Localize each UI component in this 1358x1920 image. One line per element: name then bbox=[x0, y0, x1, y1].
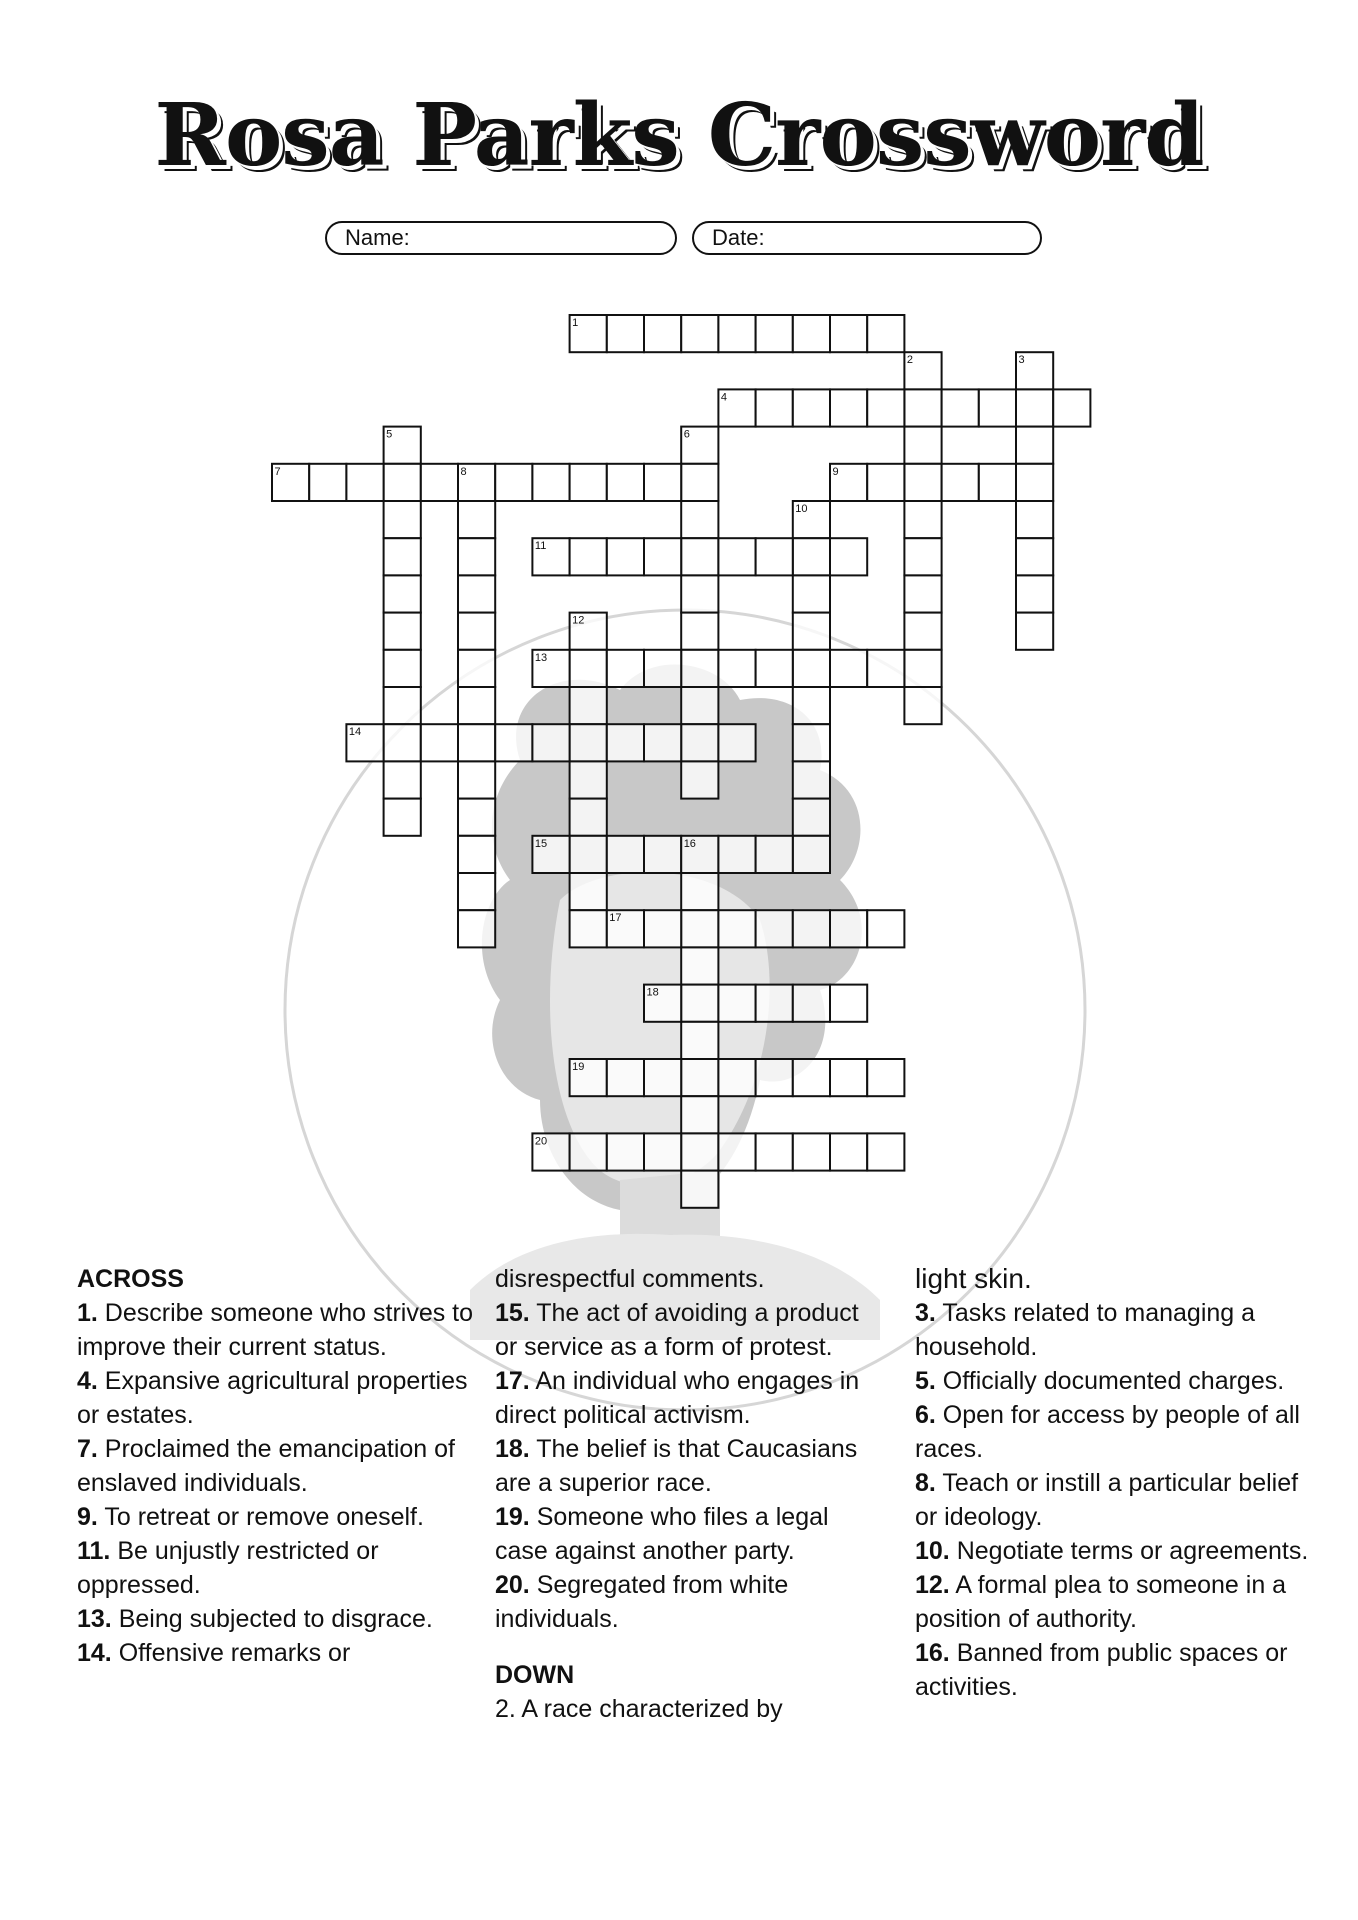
crossword-cell[interactable] bbox=[644, 836, 681, 873]
crossword-cell[interactable] bbox=[384, 761, 421, 798]
crossword-cell[interactable] bbox=[830, 910, 867, 947]
crossword-cell[interactable] bbox=[384, 538, 421, 575]
clue-number: 15. bbox=[495, 1299, 530, 1327]
crossword-cell[interactable] bbox=[570, 650, 607, 687]
crossword-cell[interactable] bbox=[570, 799, 607, 836]
crossword-cell[interactable] bbox=[607, 650, 644, 687]
clue-down-12 bbox=[915, 1568, 1325, 1636]
clue-number-label: 20 bbox=[534, 1135, 548, 1148]
crossword-cell[interactable] bbox=[979, 389, 1016, 426]
crossword-cell[interactable] bbox=[607, 724, 644, 761]
crossword-cell[interactable] bbox=[942, 464, 979, 501]
clue-text: Tasks related to managing a household. bbox=[915, 1299, 1256, 1361]
crossword-cell[interactable] bbox=[384, 724, 421, 761]
clue-across-1 bbox=[77, 1296, 477, 1364]
crossword-cell[interactable] bbox=[458, 724, 495, 761]
clue-number: 14. bbox=[77, 1639, 112, 1667]
clue-text: Someone who files a legal case against another party. bbox=[495, 1503, 829, 1565]
clue-number-label: 1 bbox=[572, 317, 579, 329]
clue-number: 19. bbox=[495, 1503, 530, 1531]
clue-number: 4. bbox=[77, 1367, 98, 1395]
crossword-cell[interactable] bbox=[904, 687, 941, 724]
clue-text: Being subjected to disgrace. bbox=[111, 1605, 433, 1633]
crossword-cell[interactable] bbox=[570, 1133, 607, 1170]
clue-text: Offensive remarks or bbox=[111, 1639, 351, 1667]
crossword-cell[interactable] bbox=[830, 389, 867, 426]
clue-text: Describe someone who strives to improve their current status. bbox=[77, 1299, 474, 1361]
crossword-cell[interactable] bbox=[458, 836, 495, 873]
crossword-cell[interactable] bbox=[309, 464, 346, 501]
crossword-cell[interactable] bbox=[718, 836, 755, 873]
crossword-cell[interactable] bbox=[607, 1133, 644, 1170]
crossword-cell[interactable] bbox=[458, 538, 495, 575]
crossword-cell[interactable] bbox=[718, 1059, 755, 1096]
crossword-cell[interactable] bbox=[681, 687, 718, 724]
clue-text: An individual who engages in direct political activism. bbox=[495, 1367, 860, 1429]
crossword-cell[interactable] bbox=[793, 1059, 830, 1096]
crossword-cell[interactable] bbox=[681, 650, 718, 687]
clue-number-label: 16 bbox=[683, 837, 696, 850]
crossword-cell[interactable] bbox=[384, 575, 421, 612]
clue-number: 1. bbox=[77, 1299, 98, 1327]
clue-number-label: 5 bbox=[386, 428, 393, 441]
crossword-cell[interactable] bbox=[570, 724, 607, 761]
crossword-cell[interactable] bbox=[384, 501, 421, 538]
crossword-cell[interactable] bbox=[458, 687, 495, 724]
across-clue-list-cont bbox=[495, 1296, 880, 1636]
clue-down-8 bbox=[915, 1466, 1325, 1534]
crossword-cell[interactable] bbox=[644, 315, 681, 352]
crossword-cell[interactable] bbox=[756, 1133, 793, 1170]
crossword-cell[interactable] bbox=[867, 650, 904, 687]
crossword-cell[interactable] bbox=[904, 501, 941, 538]
crossword-cell[interactable] bbox=[570, 538, 607, 575]
crossword-cell[interactable] bbox=[681, 613, 718, 650]
crossword-cell[interactable] bbox=[1016, 389, 1053, 426]
crossword-cell[interactable] bbox=[681, 575, 718, 612]
clue-number: 7. bbox=[77, 1435, 98, 1463]
crossword-cell[interactable] bbox=[830, 1133, 867, 1170]
clue-text: To retreat or remove oneself. bbox=[97, 1503, 424, 1531]
clue-across-17 bbox=[495, 1364, 880, 1432]
clue-number-label: 13 bbox=[534, 651, 548, 664]
crossword-cell[interactable] bbox=[532, 464, 569, 501]
clue-continuation: disrespectful comments. bbox=[495, 1265, 765, 1293]
crossword-cell[interactable] bbox=[756, 985, 793, 1022]
clue-text: Teach or instill a particular belief or ideology. bbox=[915, 1469, 1299, 1531]
crossword-cell[interactable] bbox=[1016, 575, 1053, 612]
crossword-cell[interactable] bbox=[532, 724, 569, 761]
down-clue-list bbox=[915, 1296, 1325, 1704]
crossword-cell[interactable] bbox=[756, 836, 793, 873]
crossword-cell[interactable] bbox=[793, 650, 830, 687]
down-clue-2: 2. A race characterized by bbox=[495, 1695, 783, 1723]
clue-across-9 bbox=[77, 1500, 477, 1534]
clue-number-label: 4 bbox=[720, 391, 728, 404]
clue-across-15 bbox=[495, 1296, 880, 1364]
clue-across-19 bbox=[495, 1500, 880, 1568]
page-title: Rosa Parks Crossword bbox=[154, 85, 1204, 186]
crossword-cell[interactable] bbox=[495, 464, 532, 501]
across-heading: ACROSS bbox=[77, 1265, 184, 1293]
clue-text: Segregated from white individuals. bbox=[495, 1571, 789, 1633]
clue-number: 12. bbox=[915, 1571, 950, 1599]
clue-number-label: 7 bbox=[274, 465, 281, 478]
clue-text: The belief is that Caucasians are a superior race. bbox=[495, 1435, 858, 1497]
clue-number-label: 3 bbox=[1018, 354, 1025, 367]
clue-number-label: 19 bbox=[572, 1061, 585, 1073]
clues-column-2 bbox=[495, 1262, 880, 1726]
crossword-cell[interactable] bbox=[793, 687, 830, 724]
crossword-cell[interactable] bbox=[904, 464, 941, 501]
clue-number: 6. bbox=[915, 1401, 936, 1429]
clue-text: Open for access by people of all races. bbox=[915, 1401, 1300, 1463]
clue-number-label: 8 bbox=[460, 465, 467, 478]
crossword-cell[interactable] bbox=[867, 315, 904, 352]
clue-down-6 bbox=[915, 1398, 1325, 1466]
clue-number-label: 15 bbox=[534, 837, 548, 850]
crossword-cell[interactable] bbox=[793, 538, 830, 575]
crossword-cell[interactable] bbox=[644, 1059, 681, 1096]
crossword-cell[interactable] bbox=[718, 315, 755, 352]
crossword-cell[interactable] bbox=[830, 315, 867, 352]
crossword-cell[interactable] bbox=[458, 613, 495, 650]
crossword-cell[interactable] bbox=[904, 613, 941, 650]
crossword-cell[interactable] bbox=[681, 315, 718, 352]
crossword-cell[interactable] bbox=[718, 650, 755, 687]
crossword-cell[interactable] bbox=[384, 650, 421, 687]
crossword-cell[interactable] bbox=[644, 464, 681, 501]
clue-across-14 bbox=[77, 1636, 477, 1670]
crossword-cell[interactable] bbox=[867, 464, 904, 501]
crossword-cell[interactable] bbox=[904, 427, 941, 464]
clue-down-3 bbox=[915, 1296, 1325, 1364]
crossword-cell[interactable] bbox=[867, 1133, 904, 1170]
clue-number: 16. bbox=[915, 1639, 950, 1667]
clue-across-11 bbox=[77, 1534, 477, 1602]
crossword-cell[interactable] bbox=[570, 836, 607, 873]
crossword-cell[interactable] bbox=[793, 613, 830, 650]
crossword-cell[interactable] bbox=[830, 985, 867, 1022]
crossword-cell[interactable] bbox=[1016, 613, 1053, 650]
clue-text: Be unjustly restricted or oppressed. bbox=[77, 1537, 379, 1599]
crossword-cell[interactable] bbox=[756, 538, 793, 575]
crossword-cell[interactable] bbox=[793, 724, 830, 761]
crossword-cell[interactable] bbox=[458, 910, 495, 947]
clue-text: A formal plea to someone in a position of authority. bbox=[915, 1571, 1287, 1633]
crossword-cell[interactable] bbox=[830, 538, 867, 575]
crossword-cell[interactable] bbox=[681, 1059, 718, 1096]
clue-number-label: 9 bbox=[832, 465, 839, 478]
clue-number-label: 12 bbox=[572, 614, 585, 627]
clue-across-7 bbox=[77, 1432, 477, 1500]
crossword-cell[interactable] bbox=[718, 1133, 755, 1170]
crossword-cell[interactable] bbox=[458, 650, 495, 687]
crossword-cell[interactable] bbox=[1016, 464, 1053, 501]
clue-number: 5. bbox=[915, 1367, 936, 1395]
crossword-cell[interactable] bbox=[681, 1096, 718, 1133]
clue-number: 18. bbox=[495, 1435, 530, 1463]
crossword-cell[interactable] bbox=[681, 947, 718, 984]
crossword-cell[interactable] bbox=[384, 464, 421, 501]
crossword-cell[interactable] bbox=[793, 1133, 830, 1170]
crossword-cell[interactable] bbox=[644, 1133, 681, 1170]
clue-down-16 bbox=[915, 1636, 1325, 1704]
clue-across-20 bbox=[495, 1568, 880, 1636]
crossword-cell[interactable] bbox=[570, 910, 607, 947]
crossword-cell[interactable] bbox=[681, 501, 718, 538]
crossword-cell[interactable] bbox=[793, 985, 830, 1022]
crossword-cell[interactable] bbox=[607, 315, 644, 352]
crossword-cell[interactable] bbox=[346, 464, 383, 501]
crossword-cell[interactable] bbox=[793, 389, 830, 426]
crossword-cell[interactable] bbox=[830, 1059, 867, 1096]
crossword-cell[interactable] bbox=[718, 985, 755, 1022]
crossword-cell[interactable] bbox=[458, 501, 495, 538]
crossword-cell[interactable] bbox=[793, 575, 830, 612]
clue-number-label: 10 bbox=[795, 503, 808, 515]
name-field[interactable]: Name: bbox=[325, 221, 677, 255]
clue-number: 13. bbox=[77, 1605, 112, 1633]
crossword-cell[interactable] bbox=[830, 650, 867, 687]
clue-text: Banned from public spaces or activities. bbox=[915, 1639, 1288, 1701]
crossword-cell[interactable] bbox=[570, 873, 607, 910]
crossword-cell[interactable] bbox=[607, 538, 644, 575]
across-clue-list bbox=[77, 1296, 477, 1670]
crossword-cell[interactable] bbox=[904, 538, 941, 575]
crossword-cell[interactable] bbox=[867, 389, 904, 426]
clues-column-3 bbox=[915, 1262, 1325, 1704]
clue-across-4 bbox=[77, 1364, 477, 1432]
clue-number: 10. bbox=[915, 1537, 950, 1565]
crossword-cell[interactable] bbox=[756, 650, 793, 687]
clue-number-label: 17 bbox=[609, 912, 622, 925]
crossword-cell[interactable] bbox=[570, 687, 607, 724]
crossword-cell[interactable] bbox=[384, 613, 421, 650]
crossword-cell[interactable] bbox=[681, 724, 718, 761]
crossword-cell[interactable] bbox=[979, 464, 1016, 501]
crossword-cell[interactable] bbox=[607, 1059, 644, 1096]
crossword-cell[interactable] bbox=[384, 799, 421, 836]
crossword-cell[interactable] bbox=[644, 910, 681, 947]
clue-down-10 bbox=[915, 1534, 1325, 1568]
crossword-cell[interactable] bbox=[904, 575, 941, 612]
crossword-cell[interactable] bbox=[1053, 389, 1090, 426]
crossword-cell[interactable] bbox=[1016, 427, 1053, 464]
clue-number: 17. bbox=[495, 1367, 530, 1395]
crossword-cell[interactable] bbox=[718, 724, 755, 761]
crossword-cell[interactable] bbox=[756, 389, 793, 426]
crossword-cell[interactable] bbox=[904, 389, 941, 426]
crossword-cell[interactable] bbox=[904, 650, 941, 687]
clue-number: 9. bbox=[77, 1503, 98, 1531]
crossword-cell[interactable] bbox=[607, 464, 644, 501]
crossword-cell[interactable] bbox=[756, 1059, 793, 1096]
clue-text: Expansive agricultural properties or estates. bbox=[77, 1367, 468, 1429]
clue-across-18 bbox=[495, 1432, 880, 1500]
clue-text: Officially documented charges. bbox=[935, 1367, 1285, 1395]
crossword-cell[interactable] bbox=[756, 910, 793, 947]
crossword-cell[interactable] bbox=[644, 538, 681, 575]
crossword-cell[interactable] bbox=[681, 1171, 718, 1208]
crossword-cell[interactable] bbox=[495, 724, 532, 761]
clue-text: Proclaimed the emancipation of enslaved individuals. bbox=[77, 1435, 456, 1497]
crossword-cell[interactable] bbox=[867, 1059, 904, 1096]
crossword-cell[interactable] bbox=[681, 538, 718, 575]
clue-text: The act of avoiding a product or service as a form of protest. bbox=[495, 1299, 859, 1361]
clue-text: Negotiate terms or agreements. bbox=[949, 1537, 1309, 1565]
crossword-cell[interactable] bbox=[718, 910, 755, 947]
crossword-cell[interactable] bbox=[570, 761, 607, 798]
crossword-cell[interactable] bbox=[942, 389, 979, 426]
clue-number-label: 14 bbox=[348, 726, 362, 739]
crossword-cell[interactable] bbox=[793, 836, 830, 873]
crossword-cell[interactable] bbox=[458, 761, 495, 798]
clue-down-5 bbox=[915, 1364, 1325, 1398]
crossword-cell[interactable] bbox=[421, 724, 458, 761]
clue-number-label: 11 bbox=[534, 540, 547, 553]
crossword-cell[interactable] bbox=[718, 538, 755, 575]
clues-column-1 bbox=[77, 1262, 477, 1670]
crossword-cell[interactable] bbox=[458, 799, 495, 836]
crossword-cell[interactable] bbox=[756, 315, 793, 352]
crossword-cell[interactable] bbox=[644, 724, 681, 761]
clue-number: 8. bbox=[915, 1469, 936, 1497]
crossword-cell[interactable] bbox=[793, 910, 830, 947]
crossword-cell[interactable] bbox=[793, 761, 830, 798]
crossword-cell[interactable] bbox=[793, 315, 830, 352]
crossword-cell[interactable] bbox=[681, 910, 718, 947]
crossword-cell[interactable] bbox=[1016, 501, 1053, 538]
clue-across-13 bbox=[77, 1602, 477, 1636]
crossword-cell[interactable] bbox=[458, 575, 495, 612]
crossword-cell[interactable] bbox=[681, 873, 718, 910]
crossword-cell[interactable] bbox=[681, 1022, 718, 1059]
clue-number: 20. bbox=[495, 1571, 530, 1599]
clue-number: 11. bbox=[77, 1537, 111, 1565]
clue-continuation: light skin. bbox=[915, 1263, 1032, 1294]
clue-number-label: 18 bbox=[646, 986, 659, 999]
crossword-cell[interactable] bbox=[458, 873, 495, 910]
date-field[interactable]: Date: bbox=[692, 221, 1042, 255]
crossword-cell[interactable] bbox=[644, 650, 681, 687]
clue-number: 3. bbox=[915, 1299, 936, 1327]
crossword-cell[interactable] bbox=[421, 464, 458, 501]
crossword-cell[interactable] bbox=[1016, 538, 1053, 575]
crossword-cell[interactable] bbox=[867, 910, 904, 947]
crossword-cell[interactable] bbox=[681, 464, 718, 501]
down-heading: DOWN bbox=[495, 1661, 575, 1689]
crossword-cell[interactable] bbox=[681, 761, 718, 798]
clue-number-label: 6 bbox=[683, 428, 690, 441]
crossword-cell[interactable] bbox=[793, 799, 830, 836]
crossword-cell[interactable] bbox=[681, 1133, 718, 1170]
crossword-cell[interactable] bbox=[607, 836, 644, 873]
crossword-cell[interactable] bbox=[570, 464, 607, 501]
crossword-cell[interactable] bbox=[681, 985, 718, 1022]
crossword-cell[interactable] bbox=[384, 687, 421, 724]
clue-number-label: 2 bbox=[906, 354, 914, 367]
